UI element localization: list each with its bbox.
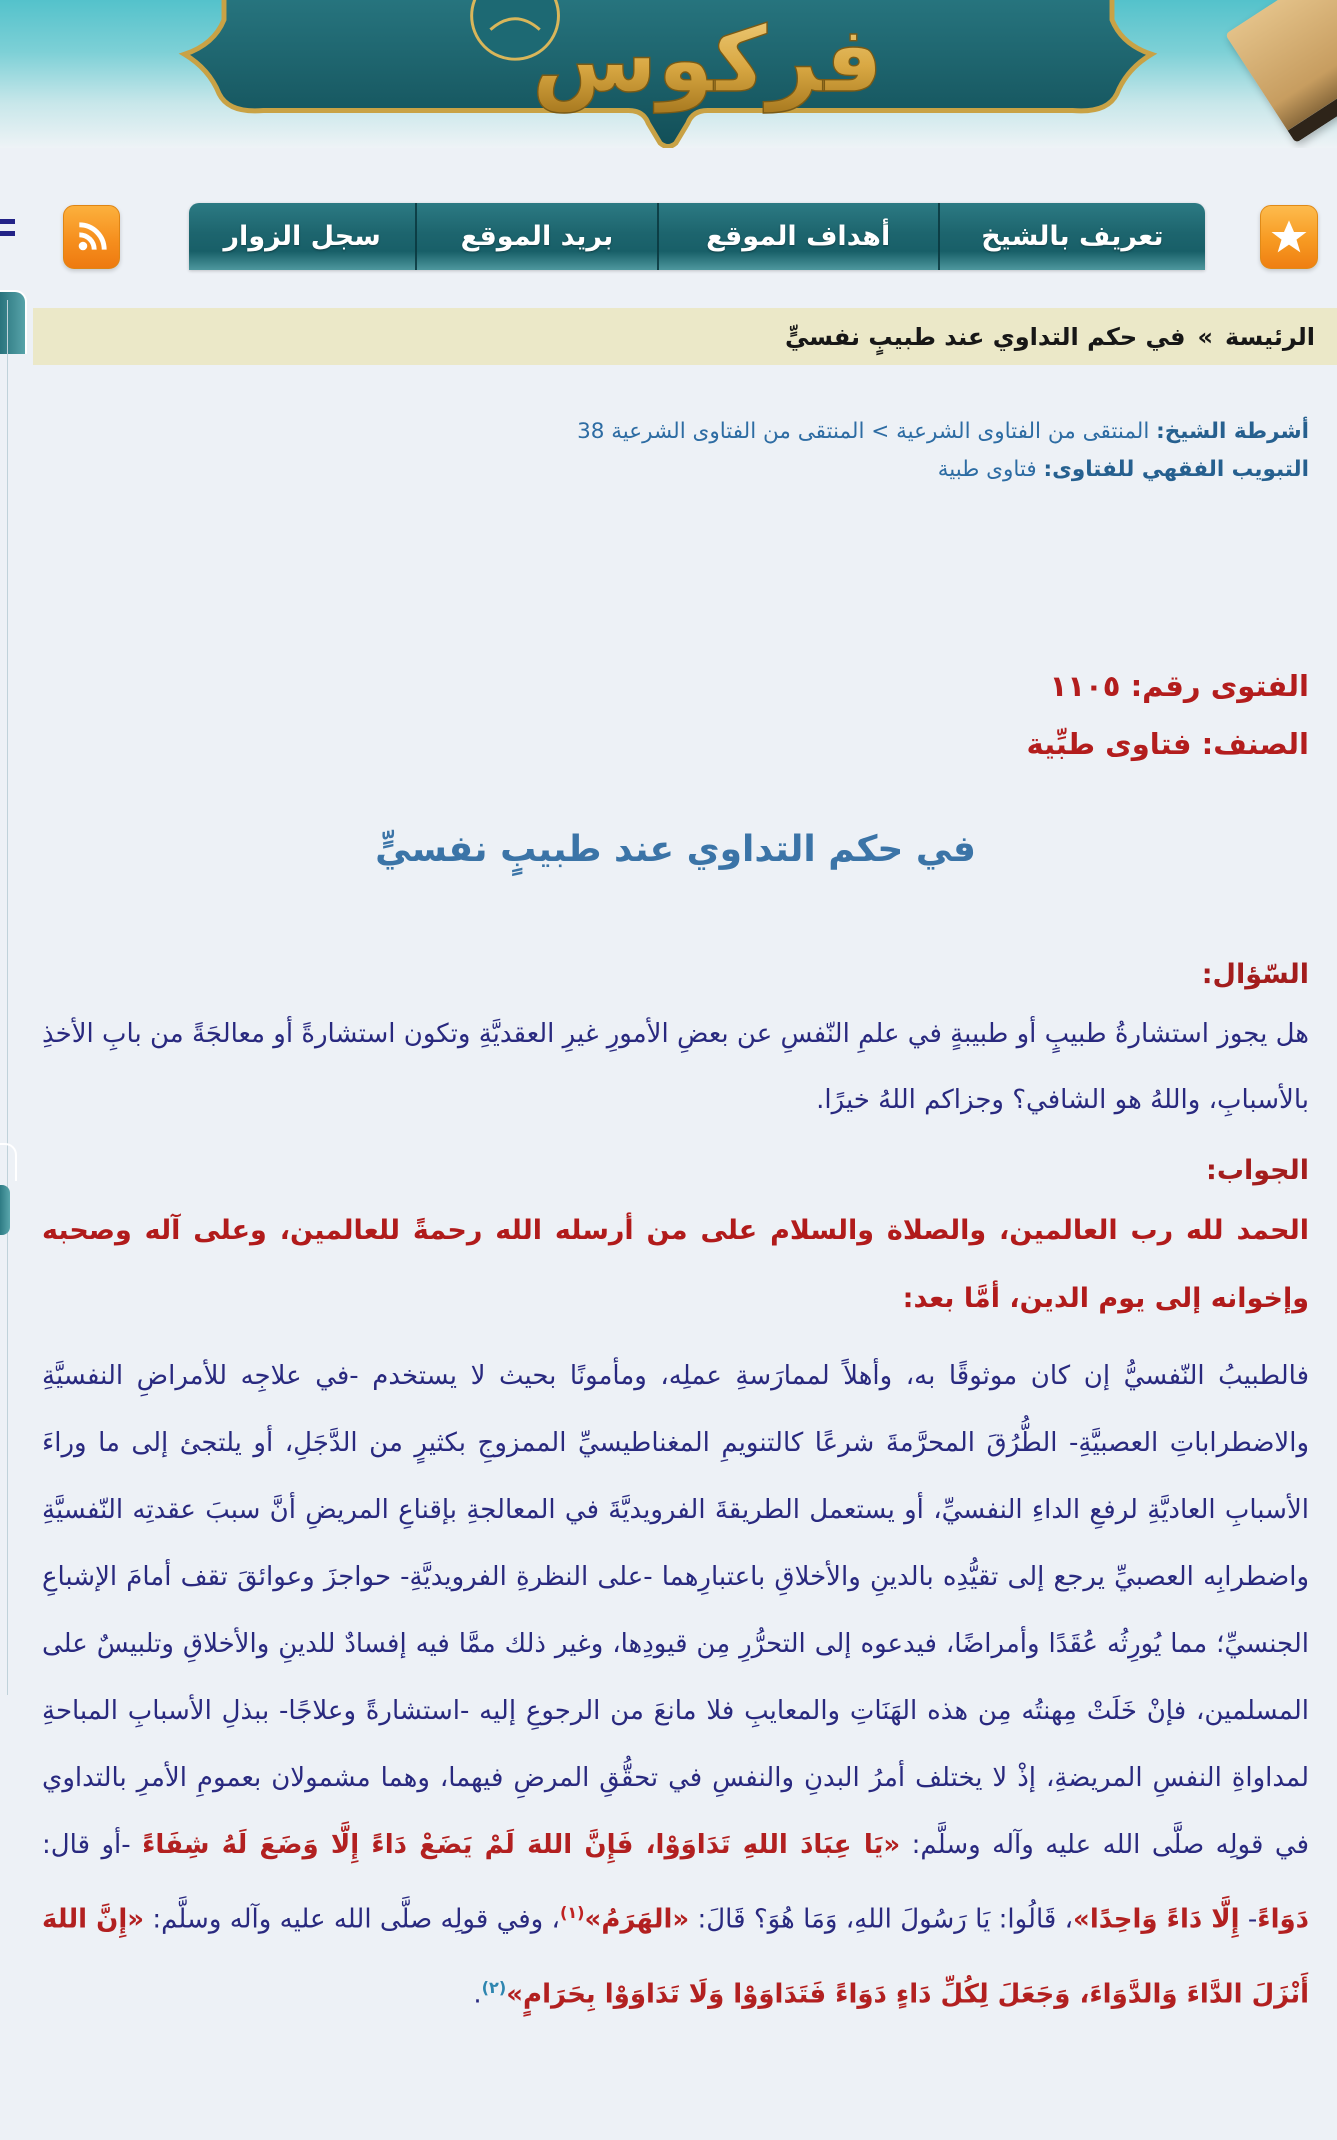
question-label: السّؤال: <box>1201 959 1309 991</box>
banner-cartouche <box>148 0 1188 148</box>
answer-text-segment: فالطبيبُ النّفسيُّ إن كان موثوقًا به، وأهلاً لممارَسةِ عملِه، ومأمونًا بحيث لا يستخدم -في علاجِه للأمراضِ النفسيَّةِ والاضطراباتِ العصبيَّةِ- الطُّرُقَ المحرَّمةَ شرعًا كالتنويمِ المغناطيسيِّ الممزوجِ بكثيرٍ من الدَّجَلِ، أو يلتجئ إلى ما وراءَ الأسبابِ العاديَّةِ لرفعِ الداءِ النفسيِّ، أو يستعمل الطريقةَ الفرويديَّةَ في المعالجةِ بإقناعِ المريضِ أنَّ سببَ عقدتِه النّفسيَّةِ واضطرابِه العصبيِّ يرجع إلى تقيُّدِه بالدينِ والأخلاقِ باعتبارِهما -على النظرةِ الفرويديَّةِ- حواجزَ وعوائقَ تقف أمامَ الإشباعِ الجنسيِّ؛ مما يُورِثُه عُقَدًا وأمراضًا، فيدعوه إلى التحرُّرِ مِن قيودِها، وغير ذلك ممَّا فيه إفسادٌ للدينِ والأخلاقِ وتلبيسٌ على المسلمين، فإنْ خَلَتْ مِهنتُه مِن هذه الهَنَاتِ والمعايبِ فلا مانعَ من الرجوعِ إليه -استشارةً وعلاجًا- ببذلِ الأسبابِ المباحةِ لمداواةِ النفسِ المريضةِ، إذْ لا يختلف أمرُ البدنِ والنفسِ في تحقُّقِ المرضِ فيهما، وهما مشمولان بعمومِ الأمرِ بالتداوي في قولِه صلَّى الله عليه وآله وسلَّم: <box>42 1361 1309 1861</box>
meta-tapes-line <box>42 413 1309 451</box>
main-navbar <box>189 203 1205 270</box>
meta-tapes-link[interactable]: المنتقى من الفتاوى الشرعية > المنتقى من الفتاوى الشرعية 38 <box>577 419 1150 444</box>
breadcrumb <box>33 308 1337 365</box>
page-title: في حكم التداوي عند طبيبٍ نفسيٍّ <box>375 829 976 870</box>
meta-tabweeb-line <box>42 451 1309 489</box>
meta-tabweeb-link[interactable]: فتاوى طبية <box>937 457 1037 482</box>
breadcrumb-home-link[interactable]: الرئيسة <box>1225 322 1315 351</box>
fatwa-category-line <box>42 715 1309 773</box>
answer-text-segment: «يَا عِبَادَ اللهِ تَدَاوَوْا، فَإِنَّ اللهَ لَمْ يَضَعْ دَاءً إِلَّا وَضَعَ لَهُ شِفَاءً <box>142 1830 901 1861</box>
answer-body <box>42 1343 1309 2028</box>
rss-button[interactable] <box>63 205 120 269</box>
nav-item-site-goals[interactable]: أهداف الموقع <box>659 203 940 270</box>
cutoff-text-fragment <box>0 219 15 241</box>
fatwa-id-block <box>42 657 1309 773</box>
fatwa-number-line <box>42 657 1309 715</box>
answer-text-segment: ، قَالُوا: يَا رَسُولَ اللهِ، وَمَا هُوَ؟ قَالَ: <box>689 1905 1074 1936</box>
footnote-marker[interactable]: (١) <box>559 1903 585 1923</box>
nav-item-about-sheikh[interactable]: تعريف بالشيخ <box>981 221 1164 252</box>
side-panel-tab[interactable] <box>0 290 27 354</box>
answer-text-segment: «الهَرَمُ» <box>584 1905 690 1936</box>
main-content <box>0 365 1337 2029</box>
nav-row <box>0 203 1337 270</box>
favorites-button[interactable] <box>1260 205 1318 269</box>
answer-label: الجواب: <box>1206 1155 1309 1187</box>
fatwa-category-value: فتاوى طبِّية <box>1026 727 1192 761</box>
nav-item-site-mail[interactable]: بريد الموقع <box>417 203 658 270</box>
answer-text-segment: . <box>473 1979 482 2010</box>
banner-calligraphy: فركوس <box>532 7 883 113</box>
answer-text-segment: إِلَّا دَاءً وَاحِدًا» <box>1073 1905 1240 1936</box>
book-decoration <box>1225 0 1337 143</box>
question-text: هل يجوز استشارةُ طبيبٍ أو طبيبةٍ في علمِ النّفسِ عن بعضِ الأمورِ غيرِ العقديَّةِ وتكون استشارةً أو معالجَةً من بابِ الأخذِ بالأسبابِ، واللهُ هو الشافي؟ وجزاكم اللهُ خيرًا. <box>42 1019 1309 1116</box>
nav-item-guestbook[interactable]: سجل الزوار <box>189 203 417 270</box>
meta-tabweeb-label: التبويب الفقهي للفتاوى: <box>1043 457 1309 482</box>
breadcrumb-separator: » <box>1197 322 1214 351</box>
answer-text-segment: -أو قال: <box>42 1830 143 1861</box>
answer-text-segment: دَوَاءً <box>1257 1905 1310 1936</box>
fatwa-number-value: ١١٠٥ <box>1049 669 1121 703</box>
fatwa-meta <box>42 413 1309 489</box>
site-banner <box>0 0 1337 148</box>
answer-opening: الحمد لله رب العالمين، والصلاة والسلام على من أرسله الله رحمةً للعالمين، وعلى آله وصحبه وإخوانه إلى يوم الدين، أمَّا بعد: <box>42 1215 1309 1315</box>
rss-icon <box>73 218 111 256</box>
answer-text-segment: - <box>1239 1905 1258 1936</box>
star-icon <box>1269 217 1309 257</box>
fatwa-category-label: الصنف: <box>1201 727 1309 761</box>
fatwa-number-label: الفتوى رقم: <box>1130 669 1309 703</box>
answer-text-segment: ، وفي قولِه صلَّى الله عليه وآله وسلَّم: <box>144 1905 560 1936</box>
footnote-marker[interactable]: (٢) <box>481 1978 507 1998</box>
meta-tapes-label: أشرطة الشيخ: <box>1156 419 1309 444</box>
breadcrumb-current: في حكم التداوي عند طبيبٍ نفسيٍّ <box>784 322 1186 351</box>
answer-text-segment: «إِنَّ اللهَ أَنْزَلَ الدَّاءَ وَالدَّوَاءَ، وَجَعَلَ لِكُلِّ دَاءٍ دَوَاءً فَتَدَاوَوْا وَلَا تَدَاوَوْا بِحَرَامٍ» <box>42 1905 1309 2010</box>
